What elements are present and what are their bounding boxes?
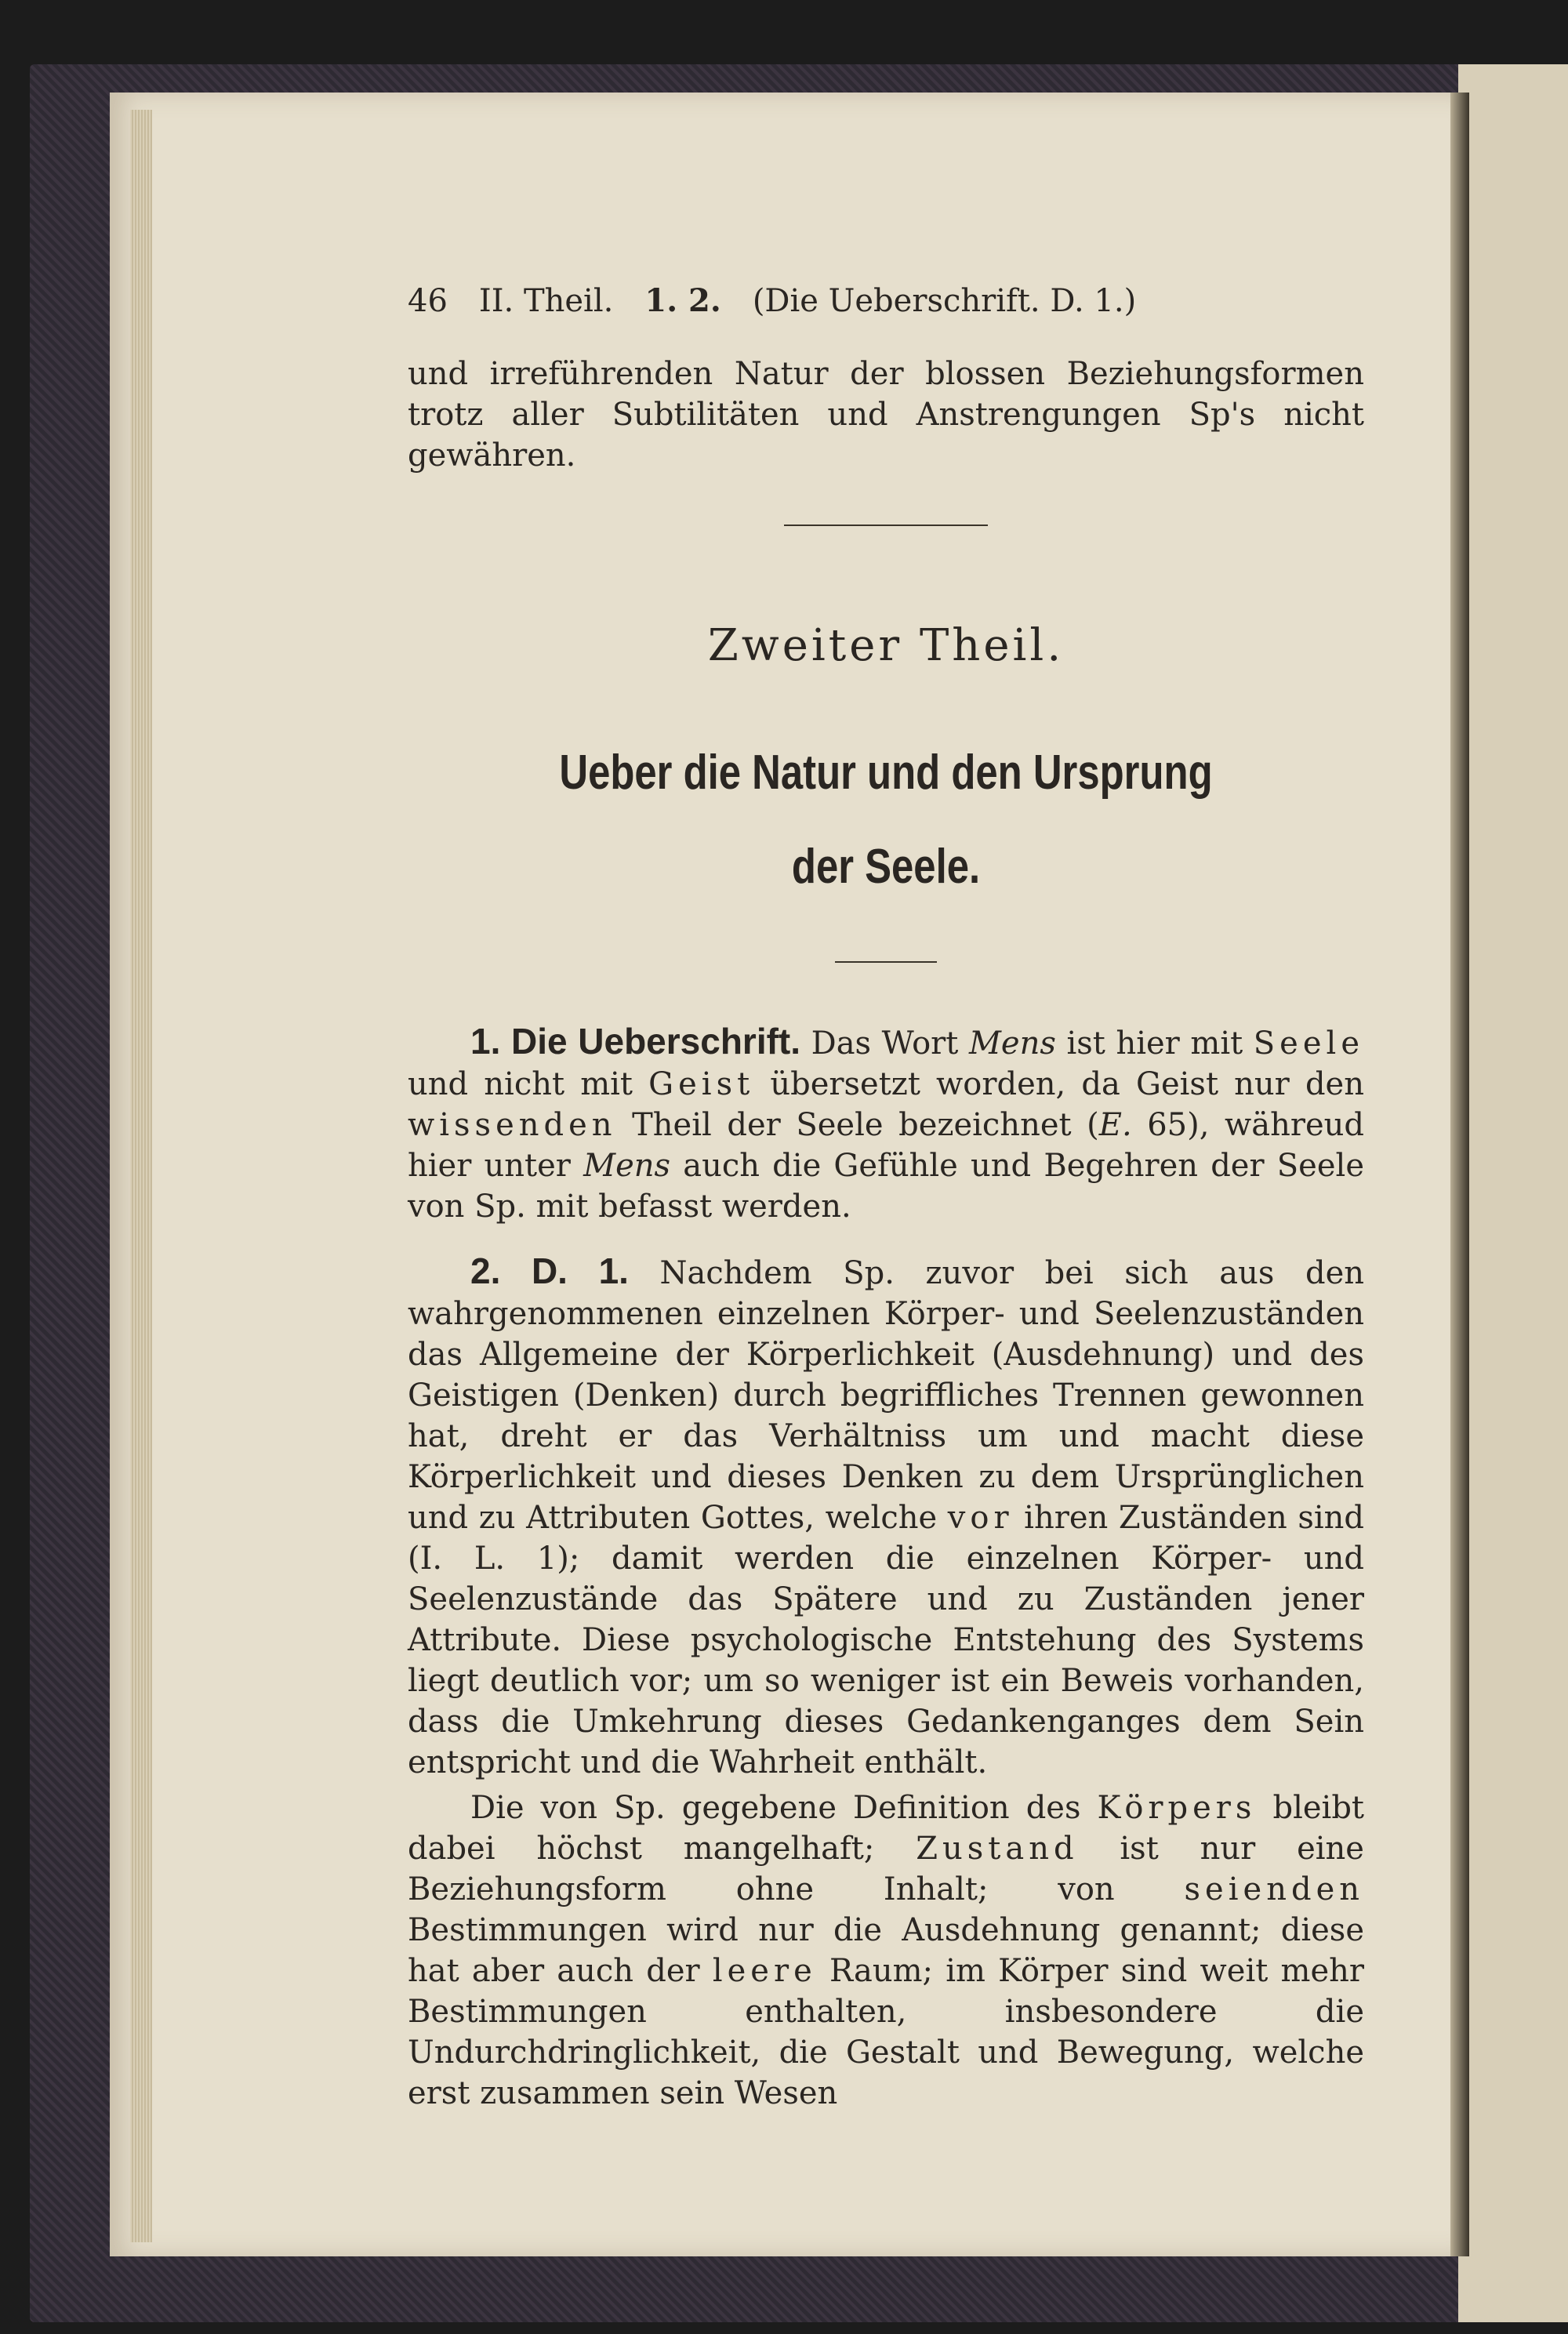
divider-rule (784, 525, 988, 526)
emphasis-zustand: Zustand (916, 1831, 1079, 1867)
section-3-paragraph (408, 1788, 1364, 2114)
running-header (408, 282, 1364, 319)
text-run: auch die Gefühle und Begehren der Seele von Sp. mit befasst werden. (408, 1148, 1364, 1225)
intro-paragraph: und irreführenden Natur der blossen Beziehungsformen trotz aller Subtilitäten und Anstrengungen Sp's nicht gewähren. (408, 356, 1364, 474)
next-page-edge (1458, 64, 1568, 2322)
part-heading: Zweiter Theil. (707, 620, 1065, 671)
text-run: Theil der Seele bezeichnet ( (616, 1107, 1099, 1143)
emphasis-vor: vor (947, 1500, 1014, 1536)
main-heading-line1: Ueber die Natur und den Ursprung (559, 746, 1213, 800)
section-1-paragraph (408, 1021, 1364, 1227)
header-running-title: (Die Ueberschrift. D. 1.) (752, 283, 1137, 319)
emphasis-geist: Geist (648, 1066, 755, 1102)
emphasis-e-ref: E. (1098, 1107, 1132, 1143)
text-run: Das Wort (800, 1025, 969, 1062)
emphasis-seienden: seienden (1184, 1871, 1364, 1907)
text-run: Nachdem Sp. zuvor bei sich aus den wahrgenommenen einzelnen Körper- und Seelenzuständen das Allgemeine der Körperlichkeit (Ausdehnung) und des Geistigen (Denken) durch begriffliches Trennen gewonnen hat, dreht er das Verhältniss um und macht diese Körperlichkeit und dieses Denken zu dem Ursprünglichen und zu Attributen Gottes, welche (408, 1255, 1364, 1536)
page-number: 46 (408, 283, 448, 319)
section-2-paragraph (408, 1250, 1364, 1783)
text-run: Bestimmungen wird nur die Ausdehnung genannt; diese hat aber auch der (408, 1912, 1364, 1989)
text-run: übersetzt worden, da Geist nur den (754, 1066, 1364, 1102)
emphasis-mens: Mens (968, 1025, 1056, 1062)
text-run: und nicht mit (408, 1066, 649, 1102)
emphasis-mens: Mens (583, 1148, 671, 1184)
emphasis-koerpers: Körpers (1097, 1790, 1257, 1826)
page-stack-edges (130, 110, 152, 2242)
emphasis-leere: leere (712, 1953, 817, 1989)
section-2-lead: 2. D. 1. (470, 1250, 629, 1291)
emphasis-wissenden: wissenden (408, 1107, 617, 1143)
text-run: Raum; im Körper sind weit mehr Bestimmungen enthalten, insbesondere die Undurchdringlichkeit, die Gestalt und Bewegung, welche erst zusammen sein Wesen (408, 1953, 1365, 2111)
main-heading-line2: der Seele. (791, 840, 981, 894)
text-run: ihren Zuständen sind (I. L. 1); damit werden die einzelnen Körper- und Seelenzustände das Spätere und zu Zuständen jener Attribute. Diese psychologische Entstehung des Systems liegt deutlich vor; um so weniger ist ein Beweis vorhanden, dass die Umkehrung dieses Gedankenganges dem Sein entspricht und die Wahrheit enthält. (408, 1500, 1365, 1780)
page-content (408, 282, 1364, 2114)
text-run: bleibt dabei höchst mangelhaft; (408, 1790, 1365, 1867)
header-part: II. Theil. (478, 283, 614, 319)
section-1-lead: 1. Die Ueberschrift. (470, 1021, 801, 1062)
page-gutter (1450, 93, 1469, 2256)
emphasis-seele: Seele (1253, 1025, 1364, 1062)
text-run: ist hier mit (1055, 1025, 1254, 1062)
text-run: 65), währeud hier unter (408, 1107, 1365, 1184)
header-section-ref: 1. 2. (644, 282, 721, 319)
text-run: Die von Sp. gegebene Definition des (470, 1790, 1098, 1826)
divider-rule-short (835, 961, 937, 963)
text-run: ist nur eine Beziehungsform ohne Inhalt; von (408, 1831, 1364, 1907)
